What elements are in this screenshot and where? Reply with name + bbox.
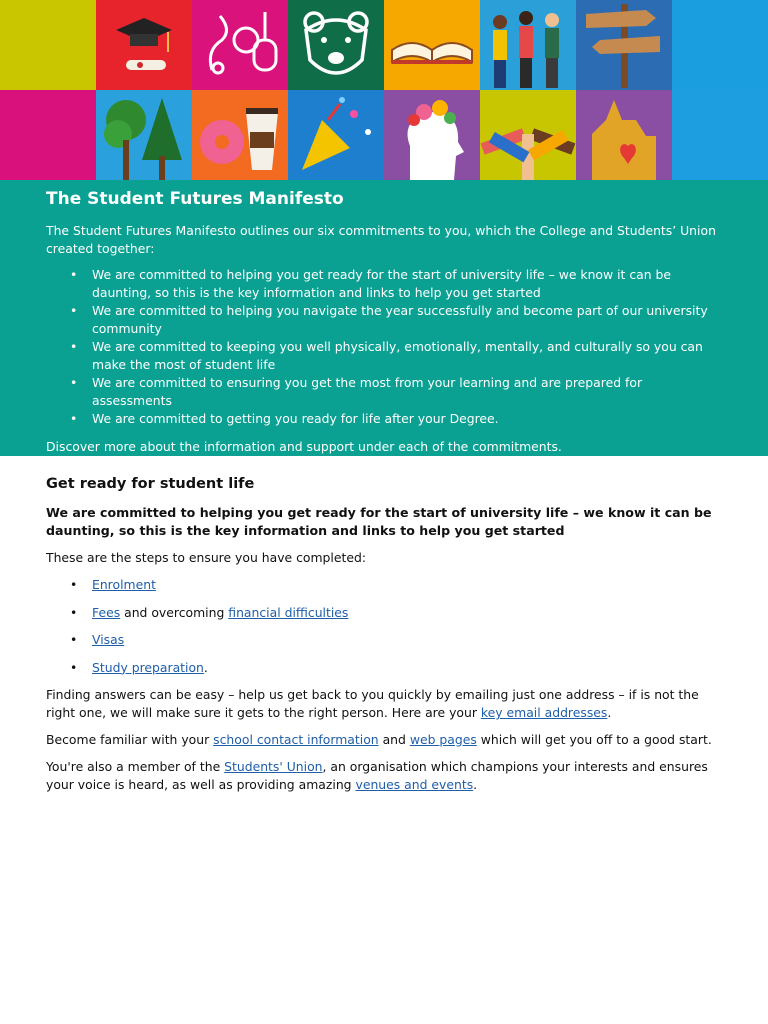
party-popper-icon <box>288 90 384 180</box>
union-text: You're also a member of the <box>46 759 225 774</box>
manifesto-outro: Discover more about the information and support under each of the commitments. <box>46 439 562 454</box>
union-paragraph <box>46 758 722 794</box>
list-item <box>92 576 722 594</box>
school-contact-link[interactable]: school contact information <box>213 732 379 747</box>
enrolment-link[interactable]: Enrolment <box>92 577 156 592</box>
commitment-item: • We are committed to keeping you well physically, emotionally, mentally, and culturally so you can make the most of student life <box>92 338 722 374</box>
section-lead: We are committed to helping you get ready for the start of university life – we know it can be daunting, so this is the key information and links to help you get started <box>46 505 712 538</box>
magenta-tile <box>0 90 96 180</box>
familiar-paragraph <box>46 731 722 749</box>
header-banner <box>0 0 768 180</box>
visas-link[interactable]: Visas <box>92 632 125 647</box>
union-mid-text: , an organisation which champions your interests and ensures your voice is heard, as well as providing amazing <box>46 759 708 792</box>
answers-text: Finding answers can be easy – help us get back to you quickly by emailing just one address – if is not the right one, we will make sure it gets to the right person. Here are your <box>46 687 699 720</box>
signpost-icon <box>576 0 672 90</box>
web-pages-link[interactable]: web pages <box>409 732 477 747</box>
section-heading: Get ready for student life <box>46 476 255 492</box>
familiar-end-text: which will get you off to a good start. <box>476 732 712 747</box>
hands-together-icon <box>480 90 576 180</box>
graduation-cap-icon <box>96 0 192 90</box>
financial-difficulties-link[interactable]: financial difficulties <box>228 604 349 620</box>
manifesto-title: The Student Futures Manifesto <box>46 189 344 209</box>
answers-paragraph <box>46 686 722 722</box>
donut-coffee-icon <box>192 90 288 180</box>
music-instruments-icon <box>192 0 288 90</box>
list-item <box>92 659 722 677</box>
blue-tile <box>672 0 768 90</box>
castle-heart-icon <box>576 90 672 180</box>
familiar-text: Become familiar with your <box>46 732 214 747</box>
list-item <box>92 631 722 649</box>
period-text: . <box>607 705 612 720</box>
list-item <box>92 604 722 622</box>
manifesto-section <box>0 180 768 456</box>
period-text: . <box>203 659 208 675</box>
light-blue-tile <box>672 90 768 180</box>
trees-icon <box>96 90 192 180</box>
head-flowers-icon <box>384 90 480 180</box>
study-preparation-link[interactable]: Study preparation <box>92 659 204 675</box>
students-group-icon <box>480 0 576 90</box>
get-ready-section <box>0 456 768 794</box>
students-union-link[interactable]: Students' Union <box>224 759 323 774</box>
commitment-item: • We are committed to helping you navigate the year successfully and become part of our university community <box>92 302 722 338</box>
commitment-item: • We are committed to ensuring you get the most from your learning and are prepared for assessments <box>92 374 722 410</box>
commitment-item: • We are committed to helping you get ready for the start of university life – we know it can be daunting, so this is the key information and links to help you get started <box>92 266 722 302</box>
key-email-addresses-link[interactable]: key email addresses <box>480 705 608 720</box>
steps-list <box>46 576 722 677</box>
venues-events-link[interactable]: venues and events <box>355 777 474 792</box>
commitment-item: • We are committed to getting you ready for life after your Degree. <box>92 410 722 428</box>
bear-face-icon <box>288 0 384 90</box>
fees-link[interactable]: Fees <box>92 604 121 620</box>
open-book-icon <box>384 0 480 90</box>
commitments-list <box>46 266 722 428</box>
steps-intro: These are the steps to ensure you have completed: <box>46 550 367 565</box>
and-text: and <box>378 732 410 747</box>
yellow-green-tile <box>0 0 96 90</box>
period-text: . <box>473 777 478 792</box>
fees-text: and overcoming <box>120 604 229 620</box>
manifesto-intro: The Student Futures Manifesto outlines our six commitments to you, which the College and Students’ Union created together: <box>46 223 716 256</box>
